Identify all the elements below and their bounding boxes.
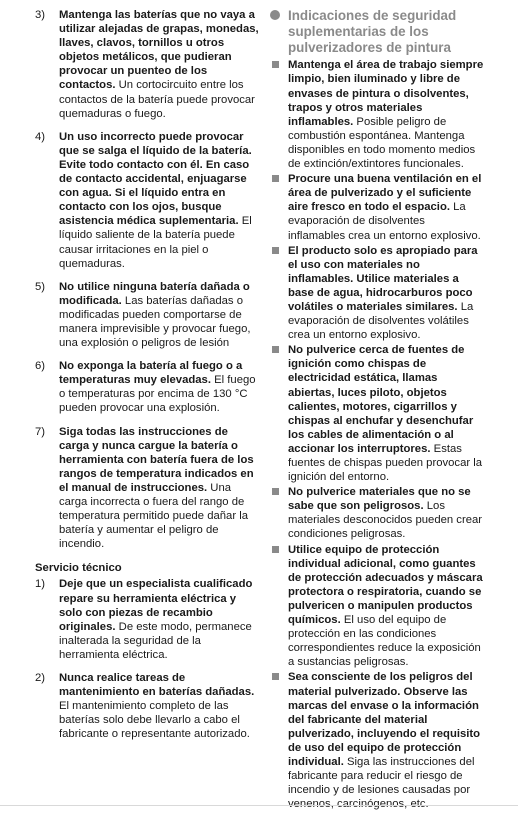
bullet-text: Estas fuentes de chispas pueden provocar la ignición del entorno. (288, 442, 483, 484)
bullet-text: Los materiales desconocidos pueden crear condiciones peligrosas. (288, 500, 483, 541)
safety-bullet (270, 244, 484, 343)
item-bold-text: Nunca realice tareas de mantenimiento en baterías dañadas. (59, 672, 255, 699)
safety-bullet (270, 543, 484, 670)
safety-bullet (270, 343, 484, 484)
item-number: 4) (35, 130, 46, 143)
bullet-text: Siga las instrucciones del fabricante para reducir el riesgo de incendio y de lesiones causadas por (288, 755, 475, 797)
battery-item-7 (35, 425, 261, 552)
battery-item-6 (35, 359, 261, 415)
left-column (35, 8, 261, 751)
bullet-text: Posible peligro de combustión espontánea. Mantenga disponibles en todo momento medios de extinción/extintores funcionales. (288, 115, 476, 171)
item-number: 5) (35, 280, 46, 293)
bullet-bold-text: Utilice equipo de protección individual adicional, como guantes de protección adecuados y máscara protectora o respiratoria, cuando se pulvericen o manipulen productos químicos. (288, 543, 483, 627)
bullet-bold-text: El producto solo es apropiado para el uso con materiales no inflamables. Utilice materiales a base de agua, hidrocarburos poco volátiles o materiales similares. (288, 244, 478, 313)
item-bold-text: Siga todas las instrucciones de carga y nunca cargue la batería o herramienta con batería fuera de los rangos de temperatura indicados en el manual de instrucciones. (59, 425, 254, 494)
bullet-bold-text: Procure una buena ventilación en el área de pulverizado y el suficiente aire fresco en todo el espacio. (288, 173, 482, 214)
square-bullet-icon (272, 247, 279, 254)
bullet-bold-text: Mantenga el área de trabajo siempre limpio, bien iluminado y libre de envases de pintura o disolventes, trapos y otros materiales inflamables. (288, 59, 484, 128)
item-bold-text: Mantenga las baterías que no vaya a utilizar alejadas de grapas, monedas, llaves, clavos, tornillos u otros objetos metálicos, que pudieran provocar un puenteo de los contactos. (59, 9, 259, 92)
battery-item-4 (35, 130, 261, 271)
item-text: El mantenimiento completo de las baterías solo debe llevarlo a cabo el fabricante o representante autorizado. (59, 700, 250, 741)
item-text: El fuego o temperaturas por encima de 130 °C pueden provocar una explosión. (59, 374, 256, 415)
bullet-bold-text: Sea consciente de los peligros del material pulverizado. Observe las marcas del envase o la información del fabricante del material pulverizado, incluyendo el requisito de uso del equipo de protección individual. (288, 671, 481, 768)
item-number: 1) (35, 578, 46, 591)
safety-bullet (270, 58, 484, 171)
bullet-text: La evaporación de disolventes volátiles crea un entorno explosivo. (288, 300, 474, 342)
item-number: 2) (35, 672, 46, 685)
item-text: Un cortocircuito entre los contactos de la batería puede provocar quemaduras o fuego. (59, 79, 255, 120)
bullet-bold-text: No pulverice materiales que no se sabe que son peligrosos. (288, 486, 471, 513)
item-number: 7) (35, 425, 46, 438)
battery-item-3 (35, 8, 261, 121)
service-section-title: Servicio técnico (35, 562, 122, 575)
item-text: El líquido saliente de la batería puede causar irritaciones en la piel o quemaduras. (59, 215, 252, 270)
battery-item-5 (35, 280, 261, 350)
square-bullet-icon (272, 61, 279, 68)
safety-bullet (270, 172, 484, 242)
bullet-text: La evaporación de disolventes inflamables crea un entorno explosivo. (288, 201, 481, 242)
circle-bullet-icon (270, 10, 280, 20)
service-item-1 (35, 577, 261, 662)
page-divider (0, 805, 518, 806)
item-bold-text: Deje que un especialista cualificado repare su herramienta eléctrica y solo con piezas de recambio originales. (59, 578, 253, 633)
item-number: 6) (35, 360, 46, 373)
section-heading (270, 8, 484, 55)
item-text: Las baterías dañadas o modificadas pueden comportarse de manera imprevisible y provocar fuego, una explosión o peligros de lesión (59, 294, 251, 350)
square-bullet-icon (272, 546, 279, 553)
bullet-bold-text: No pulverice cerca de fuentes de ignición como chispas de electricidad estática, llamas abiertas, luces piloto, objetos calientes, motores, cigarrillos y chispas al enchufar y desenchufar los cables de alimentación o al accionar los interruptores. (288, 344, 474, 455)
item-number: 3) (35, 9, 46, 21)
section-heading-text: Indicaciones de seguridad suplementarias de los pulverizadores de pintura (288, 8, 457, 55)
item-bold-text: No exponga la batería al fuego o a temperaturas muy elevadas. (59, 360, 243, 387)
square-bullet-icon (272, 673, 279, 680)
bullet-text: El uso del equipo de protección en las condiciones correspondientes reduce la exposición a sustancias peligrosas. (288, 614, 481, 669)
item-text: Una carga incorrecta o fuera del rango de temperatura permitido puede dañar la batería y aumentar el peligro de incendio. (59, 481, 249, 551)
square-bullet-icon (272, 488, 279, 495)
item-bold-text: Un uso incorrecto puede provocar que se salga el líquido de la batería. Evite todo contacto con él. En caso de contacto accidental, enjuagarse con agua. Si el líquido entra en contacto con los ojos, busque asistencia médica suplementaria. (59, 130, 252, 228)
safety-bullet (270, 670, 484, 811)
safety-bullet (270, 485, 484, 541)
right-column (270, 8, 484, 812)
square-bullet-icon (272, 175, 279, 182)
square-bullet-icon (272, 346, 279, 353)
item-bold-text: No utilice ninguna batería dañada o modificada. (59, 280, 250, 307)
service-item-2 (35, 671, 261, 741)
item-text: De este modo, permanece inalterada la seguridad de la herramienta eléctrica. (59, 620, 252, 661)
